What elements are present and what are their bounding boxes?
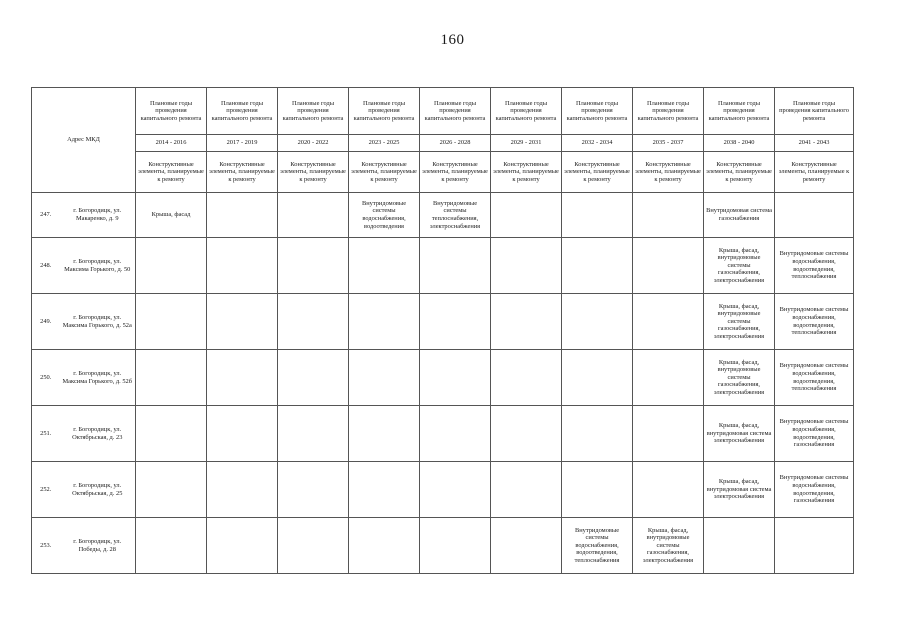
row-number: 249. xyxy=(32,294,60,350)
table-cell xyxy=(633,462,704,518)
table-cell: Внутридомовые системы водоснабжения, водоотведения, газоснабжения xyxy=(775,406,854,462)
period-label-cell: Плановые годы проведения капитального ремонта xyxy=(349,88,420,135)
table-cell: Крыша, фасад, внутридомовая система электроснабжения xyxy=(704,462,775,518)
table-cell xyxy=(420,462,491,518)
table-cell xyxy=(278,518,349,574)
table-cell xyxy=(704,518,775,574)
period-range-cell: 2029 - 2031 xyxy=(491,135,562,152)
period-label-cell: Плановые годы проведения капитального ремонта xyxy=(207,88,278,135)
elements-label-cell: Конструктивные элементы, планируемые к ремонту xyxy=(349,152,420,193)
table-cell xyxy=(136,406,207,462)
row-address: г. Богородицк, ул. Максима Горького, д. 52б xyxy=(60,350,136,406)
header-years-row xyxy=(32,88,854,135)
elements-label-cell: Конструктивные элементы, планируемые к ремонту xyxy=(136,152,207,193)
capital-repair-schedule-table xyxy=(31,87,854,574)
table-cell xyxy=(136,350,207,406)
table-cell xyxy=(278,462,349,518)
address-header: Адрес МКД xyxy=(32,88,136,193)
elements-label-cell: Конструктивные элементы, планируемые к ремонту xyxy=(491,152,562,193)
elements-label-cell: Конструктивные элементы, планируемые к ремонту xyxy=(562,152,633,193)
table-cell xyxy=(491,462,562,518)
table-row xyxy=(32,294,854,350)
table-row xyxy=(32,238,854,294)
table-cell xyxy=(349,294,420,350)
row-address: г. Богородицк, ул. Октябрьская, д. 25 xyxy=(60,462,136,518)
page-number: 160 xyxy=(440,32,465,48)
period-range-cell: 2026 - 2028 xyxy=(420,135,491,152)
table-cell: Крыша, фасад, внутридомовые системы газоснабжения, электроснабжения xyxy=(704,294,775,350)
table-row xyxy=(32,406,854,462)
period-label-cell: Плановые годы проведения капитального ремонта xyxy=(562,88,633,135)
elements-label-cell: Конструктивные элементы, планируемые к ремонту xyxy=(633,152,704,193)
table-cell xyxy=(562,193,633,238)
table-cell xyxy=(775,193,854,238)
table-cell: Внутридомовые системы водоснабжения, водоотведения, теплоснабжения xyxy=(562,518,633,574)
table-cell xyxy=(775,518,854,574)
row-number: 253. xyxy=(32,518,60,574)
table-cell xyxy=(349,518,420,574)
table-cell xyxy=(207,462,278,518)
table-row xyxy=(32,350,854,406)
table-cell xyxy=(207,238,278,294)
table-cell xyxy=(207,350,278,406)
table-cell xyxy=(349,238,420,294)
table-cell xyxy=(349,406,420,462)
period-range-cell: 2032 - 2034 xyxy=(562,135,633,152)
table-cell: Крыша, фасад, внутридомовая система электроснабжения xyxy=(704,406,775,462)
table-cell xyxy=(420,518,491,574)
table-cell xyxy=(207,193,278,238)
row-number: 248. xyxy=(32,238,60,294)
period-label-cell: Плановые годы проведения капитального ремонта xyxy=(136,88,207,135)
table-cell: Крыша, фасад xyxy=(136,193,207,238)
table-row xyxy=(32,518,854,574)
elements-label-cell: Конструктивные элементы, планируемые к ремонту xyxy=(207,152,278,193)
table-cell xyxy=(491,193,562,238)
table-cell xyxy=(491,518,562,574)
table-cell xyxy=(633,294,704,350)
table-cell xyxy=(278,238,349,294)
row-address: г. Богородицк, ул. Октябрьская, д. 23 xyxy=(60,406,136,462)
table-cell xyxy=(278,406,349,462)
table-cell xyxy=(278,193,349,238)
period-range-cell: 2014 - 2016 xyxy=(136,135,207,152)
table-cell: Внутридомовые системы водоснабжения, водоотведения xyxy=(349,193,420,238)
row-address: г. Богородицк, ул. Максима Горького, д. 50 xyxy=(60,238,136,294)
table-cell: Внутридомовые системы водоснабжения, водоотведения, теплоснабжения xyxy=(775,238,854,294)
table-cell xyxy=(278,350,349,406)
table-cell xyxy=(136,294,207,350)
table-cell xyxy=(562,462,633,518)
elements-label-cell: Конструктивные элементы, планируемые к ремонту xyxy=(420,152,491,193)
row-number: 252. xyxy=(32,462,60,518)
period-range-cell: 2020 - 2022 xyxy=(278,135,349,152)
table-cell xyxy=(633,238,704,294)
period-range-cell: 2017 - 2019 xyxy=(207,135,278,152)
table-cell xyxy=(562,406,633,462)
period-range-cell: 2041 - 2043 xyxy=(775,135,854,152)
table-cell xyxy=(562,294,633,350)
table-cell: Крыша, фасад, внутридомовые системы газоснабжения, электроснабжения xyxy=(704,238,775,294)
table-row xyxy=(32,462,854,518)
table-cell xyxy=(420,406,491,462)
period-label-cell: Плановые годы проведения капитального ремонта xyxy=(278,88,349,135)
elements-label-cell: Конструктивные элементы, планируемые к ремонту xyxy=(278,152,349,193)
table-cell: Внутридомовые системы водоснабжения, водоотведения, газоснабжения xyxy=(775,462,854,518)
period-range-cell: 2038 - 2040 xyxy=(704,135,775,152)
table-cell: Крыша, фасад, внутридомовые системы газоснабжения, электроснабжения xyxy=(633,518,704,574)
table-cell: Внутридомовая система газоснабжения xyxy=(704,193,775,238)
table-cell xyxy=(136,518,207,574)
elements-label-cell: Конструктивные элементы, планируемые к ремонту xyxy=(775,152,854,193)
table-cell: Внутридомовые системы водоснабжения, водоотведения, теплоснабжения xyxy=(775,350,854,406)
table-cell: Внутридомовые системы теплоснабжения, электроснабжения xyxy=(420,193,491,238)
table-cell xyxy=(207,406,278,462)
table-cell xyxy=(491,238,562,294)
period-label-cell: Плановые годы проведения капитального ремонта xyxy=(491,88,562,135)
table-cell: Крыша, фасад, внутридомовые системы газоснабжения, электроснабжения xyxy=(704,350,775,406)
period-label-cell: Плановые годы проведения капитального ремонта xyxy=(420,88,491,135)
table-cell xyxy=(349,350,420,406)
table-cell xyxy=(491,294,562,350)
row-address: г. Богородицк, ул. Максима Горького, д. 52а xyxy=(60,294,136,350)
table-cell xyxy=(207,518,278,574)
table-cell xyxy=(420,350,491,406)
table-cell xyxy=(633,350,704,406)
row-number: 247. xyxy=(32,193,60,238)
row-address: г. Богородицк, ул. Победы, д. 28 xyxy=(60,518,136,574)
table-cell xyxy=(562,238,633,294)
table-cell xyxy=(136,462,207,518)
row-number: 250. xyxy=(32,350,60,406)
table-cell xyxy=(633,406,704,462)
table-cell xyxy=(491,406,562,462)
table-cell xyxy=(136,238,207,294)
table-cell xyxy=(491,350,562,406)
table-cell xyxy=(207,294,278,350)
table-cell xyxy=(420,294,491,350)
table-cell xyxy=(562,350,633,406)
period-range-cell: 2023 - 2025 xyxy=(349,135,420,152)
row-number: 251. xyxy=(32,406,60,462)
table-row xyxy=(32,193,854,238)
row-address: г. Богородицк, ул. Макаренко, д. 9 xyxy=(60,193,136,238)
header-elements-row xyxy=(32,152,854,193)
table-cell xyxy=(420,238,491,294)
period-label-cell: Плановые годы проведения капитального ремонта xyxy=(775,88,854,135)
table-cell xyxy=(349,462,420,518)
period-label-cell: Плановые годы проведения капитального ремонта xyxy=(704,88,775,135)
period-label-cell: Плановые годы проведения капитального ремонта xyxy=(633,88,704,135)
table-cell xyxy=(278,294,349,350)
table-cell: Внутридомовые системы водоснабжения, водоотведения, теплоснабжения xyxy=(775,294,854,350)
table-cell xyxy=(633,193,704,238)
period-range-cell: 2035 - 2037 xyxy=(633,135,704,152)
elements-label-cell: Конструктивные элементы, планируемые к ремонту xyxy=(704,152,775,193)
header-range-row xyxy=(32,135,854,152)
